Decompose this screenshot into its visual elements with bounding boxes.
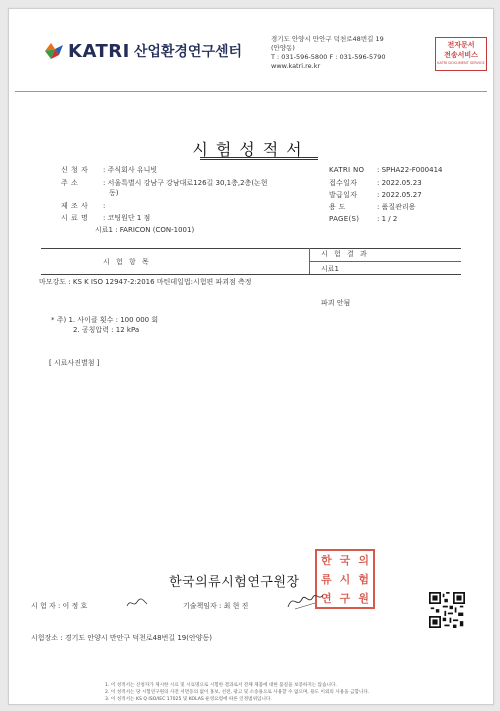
title-underline: [200, 157, 318, 158]
sample-detail: 시료1 : FARICON (CON-1001): [95, 226, 195, 234]
tech-manager-line: [183, 601, 248, 611]
page-label: PAGE(S): [329, 215, 360, 223]
tech-manager-label: 기술책임자 : 최 현 진: [183, 602, 249, 610]
received-row: [329, 179, 422, 188]
column-header-item: 시 험 항 목: [103, 258, 151, 266]
footer-note: 3. 이 성적서는 KS Q ISO/IEC 17025 및 KOLAS 운영요령에 따른 인정범위입니다.: [105, 697, 272, 702]
use-row: [329, 203, 415, 212]
sample-label: 시 료 명: [61, 214, 89, 222]
applicant-label: 신 청 자: [61, 166, 89, 174]
stamp-char: 한: [321, 554, 332, 568]
manufacturer-row: [61, 202, 105, 211]
test-item: 마모강도 : KS K ISO 12947-2:2016 마틴데일법:시험편 파괴점 측정: [39, 278, 252, 286]
column-header-sample: 시료1: [321, 265, 339, 273]
issued-label: 발급일자: [329, 191, 358, 199]
page-value: : 1 / 2: [377, 215, 398, 223]
qr-code-icon: [429, 592, 465, 628]
institute-address: [271, 35, 431, 71]
received-label: 접수일자: [329, 179, 358, 187]
tester-signature-icon: [125, 596, 149, 610]
use-value: : 품질관리용: [377, 203, 416, 211]
manufacturer-label: 제 조 사: [61, 202, 89, 210]
certificate-page: [8, 8, 494, 705]
address-row-2: [109, 189, 119, 198]
address-row: [61, 179, 268, 188]
stamp-char: 구: [339, 591, 351, 605]
phone-fax: T : 031-596-5800 F : 031-596-5790: [271, 53, 386, 61]
katri-no-label: KATRI NO: [329, 166, 365, 174]
issued-value: : 2022.05.27: [377, 191, 422, 199]
page-row: [329, 215, 397, 224]
address-value-2: 동): [109, 189, 119, 197]
logo-brand: KATRI: [68, 40, 130, 62]
received-value: : 2022.05.23: [377, 179, 422, 187]
note-cycles: * 주) 1. 사이클 횟수 : 100 000 회: [51, 316, 159, 324]
test-location: 시험장소 : 경기도 안양시 만안구 덕천로48번길 19(안양동): [31, 634, 212, 642]
test-result: 파괴 안됨: [321, 299, 351, 307]
address-value: : 서울특별시 강남구 강남대로126길 30,1층,2층(논현: [103, 179, 268, 187]
applicant-row: [61, 166, 157, 175]
logo-subtitle: 산업환경연구센터: [133, 44, 243, 60]
stamp-char: 류: [321, 572, 332, 586]
title-underline-2: [200, 159, 318, 160]
seal-title-1: 전자문서: [447, 41, 475, 49]
issued-row: [329, 191, 422, 200]
tech-manager-signature-icon: [285, 589, 325, 613]
document-title: 시험성적서: [192, 140, 310, 159]
footer-notes: [105, 682, 475, 703]
e-document-seal: [435, 37, 487, 71]
sample-detail-row: [95, 226, 194, 235]
table-header-border: [41, 274, 461, 275]
tester-label: 시 험 자 : 이 정 호: [31, 602, 88, 610]
tester-line: [31, 601, 87, 611]
column-header-result: 시 험 결 과: [321, 250, 369, 258]
footer-note: 2. 이 성적서는 당 시험연구원의 사전 서면동의 없이 홍보, 선전, 광고 및 소송용으로 사용할 수 없으며, 용도 이외의 사용을 금합니다.: [105, 690, 370, 695]
footer-note: 1. 이 성적서는 신청자가 제시한 시료 및 시료명으로 시험한 결과로서 전체 제품에 대한 품질을 보증하지는 않습니다.: [105, 683, 337, 688]
table-top-border: [41, 248, 461, 249]
note-pressure: 2. 공칭압력 : 12 kPa: [73, 326, 140, 334]
stamp-char: 연: [321, 591, 332, 605]
header-divider: [15, 91, 487, 92]
stamp-char: 험: [358, 572, 369, 586]
seal-title-2: 전송서비스: [444, 51, 478, 59]
sample-photo-label: [ 시료사진별첨 ]: [49, 359, 100, 367]
use-label: 용 도: [329, 203, 346, 211]
stamp-char: 의: [358, 554, 369, 568]
sample-value: : 코팅원단 1 점: [103, 214, 151, 222]
address-line-2: (안양동): [271, 44, 295, 52]
address-line-1: 경기도 안양시 만안구 덕천로48번길 19: [271, 35, 384, 43]
institute-name: 한국의류시험연구원장: [169, 575, 300, 590]
stamp-char: 원: [358, 591, 369, 605]
katri-no-value: : SPHA22-F000414: [377, 166, 443, 174]
applicant-value: : 주식회사 유니빗: [103, 166, 158, 174]
katri-logo: [43, 39, 242, 63]
website: www.katri.re.kr: [271, 62, 321, 70]
table-sub-border: [309, 261, 461, 262]
katri-no-row: [329, 166, 442, 175]
katri-logo-icon: [43, 41, 65, 61]
address-label: 주 소: [61, 179, 79, 187]
manufacturer-value: :: [103, 202, 106, 210]
stamp-char: 시: [339, 572, 351, 586]
stamp-char: 국: [339, 554, 351, 568]
sample-row: [61, 214, 150, 223]
seal-small-text: KATRI DOCUMENT SERVICE: [437, 61, 485, 65]
